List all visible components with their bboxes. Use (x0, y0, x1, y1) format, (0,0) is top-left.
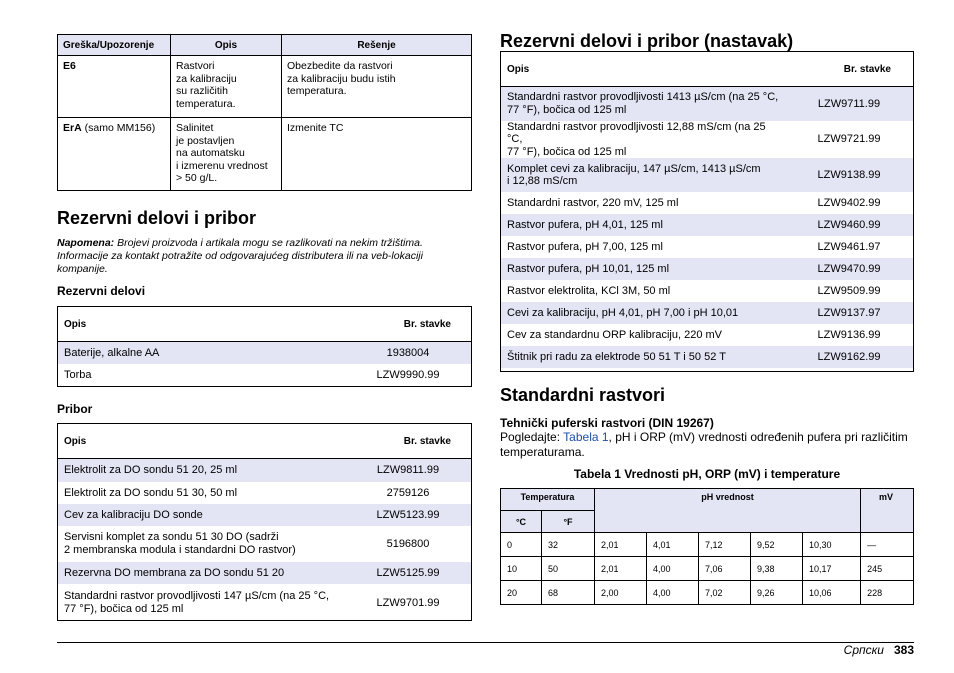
item-desc: Elektrolit za DO sondu 51 20, 25 ml (58, 459, 345, 482)
item-number: LZW9402.99 (817, 197, 881, 209)
item-desc: Elektrolit za DO sondu 51 30, 50 ml (64, 486, 238, 499)
table-row (501, 533, 914, 557)
item-number: LZW9136.99 (817, 329, 881, 341)
item-desc: Standardni rastvor provodljivosti 1413 µS/cm (na 25 °C, 77 °F), bočica od 125 ml (501, 87, 785, 121)
col-header-fahrenheit: °F (542, 511, 595, 533)
cell-ph: 9,26 (751, 581, 803, 605)
cell-ph: 10,06 (803, 581, 861, 605)
col-header-celsius: °C (501, 511, 542, 533)
item-number: LZW9811.99 (345, 459, 471, 482)
cell-ph: 7,02 (699, 581, 751, 605)
parts-heading: Rezervni delovi (57, 284, 146, 298)
accessories-table (58, 424, 471, 622)
col-header-desc: Opis (501, 52, 785, 87)
item-desc: Komplet cevi za kalibraciju, 147 µS/cm, 1413 µS/cm i 12,88 mS/cm (501, 158, 785, 192)
error-desc-cell: Salinitet je postavljen na automatsku i izmerenu vrednost > 50 g/L. (171, 118, 282, 191)
item-number: LZW5125.99 (345, 562, 471, 584)
table-row (58, 482, 471, 504)
cell-fahrenheit: 68 (542, 581, 595, 605)
parts-table (58, 307, 471, 386)
table-row (58, 364, 471, 386)
continued-table-frame (500, 51, 914, 372)
cell-celsius: 10 (501, 557, 542, 581)
footer-language: Српски (843, 643, 884, 657)
error-fix-cell: Izmenite TC (282, 118, 472, 191)
col-header-item: Br. stavke (785, 52, 913, 87)
standards-subheading: Tehnički puferski rastvori (DIN 19267) (500, 416, 714, 430)
error-code-cell: E6 (58, 56, 171, 118)
error-table (57, 34, 472, 191)
table-row (501, 121, 913, 159)
cell-fahrenheit: 32 (542, 533, 595, 557)
col-header-ph: pH vrednost (595, 489, 861, 533)
item-desc: Rastvor pufera, pH 7,00, 125 ml (507, 241, 663, 253)
cell-mv: 245 (861, 557, 914, 581)
section-title-continued: Rezervni delovi i pribor (nastavak) (500, 31, 794, 51)
item-number: LZW9711.99 (785, 87, 913, 121)
error-desc-cell: Rastvori za kalibraciju su različitih temperatura. (171, 56, 282, 118)
parts-table-frame (57, 306, 472, 387)
table-link[interactable]: Tabela 1 (563, 430, 609, 444)
item-number: LZW9137.97 (785, 302, 913, 324)
error-code-cell: ErA (samo MM156) (58, 118, 171, 191)
error-fix-cell: Obezbedite da rastvori za kalibraciju budu istih temperatura. (282, 56, 472, 118)
item-number: 2759126 (386, 486, 430, 499)
cell-ph: 2,01 (595, 533, 647, 557)
table-row (58, 459, 471, 482)
cell-mv: 228 (861, 581, 914, 605)
table-row (501, 324, 913, 346)
note-paragraph: Napomena: Brojevi proizvoda i artikala mogu se razlikovati na nekim tržištima. Informacije za kontakt potražite od odgovarajućeg distributera ili na veb-lokaciji kompanije. (57, 237, 423, 275)
page-footer (700, 643, 914, 657)
col-header-desc: Opis (171, 35, 282, 56)
table-row (501, 346, 913, 368)
item-desc: Rezervna DO membrana za DO sondu 51 20 (58, 562, 345, 584)
table-row (58, 504, 471, 526)
section-title-parts: Rezervni delovi i pribor (57, 208, 257, 228)
cell-ph: 9,52 (751, 533, 803, 557)
item-desc: Rastvor pufera, pH 10,01, 125 ml (501, 258, 785, 280)
item-number: LZW5123.99 (345, 504, 471, 526)
item-desc: Baterije, alkalne AA (58, 342, 345, 364)
table-row (501, 258, 913, 280)
standards-paragraph: Pogledajte: Tabela 1, pH i ORP (mV) vrednosti određenih pufera pri različitim temperaturama. (500, 430, 908, 459)
col-header-item: Br. stavke (345, 424, 471, 459)
accessories-table-frame (57, 423, 472, 621)
table-row (501, 214, 913, 236)
accessories-heading: Pribor (57, 402, 93, 416)
cell-mv: — (861, 533, 914, 557)
cell-celsius: 0 (501, 533, 542, 557)
col-header-temperature: Temperatura (501, 489, 595, 511)
col-header-error: Greška/Upozorenje (58, 35, 171, 56)
page-number: 383 (893, 643, 914, 657)
item-desc: Rastvor pufera, pH 4,01, 125 ml (501, 214, 785, 236)
item-desc: Cevi za kalibraciju, pH 4,01, pH 7,00 i pH 10,01 (501, 302, 785, 324)
error-table-header (58, 35, 472, 56)
item-number: LZW9461.97 (817, 241, 881, 253)
table-row (501, 158, 913, 192)
item-number: LZW9460.99 (785, 214, 913, 236)
continued-table-header (501, 52, 913, 87)
cell-ph: 4,01 (647, 533, 699, 557)
table-row (501, 87, 913, 121)
table-row (58, 562, 471, 584)
item-desc: Servisni komplet za sondu 51 30 DO (sadrži 2 membranska modula i standardni DO rastvor) (64, 531, 296, 556)
continued-table (501, 52, 913, 368)
item-desc: Standardni rastvor provodljivosti 12,88 mS/cm (na 25 °C, 77 °F), bočica od 125 ml (507, 120, 766, 158)
cell-fahrenheit: 50 (542, 557, 595, 581)
cell-ph: 4,00 (647, 581, 699, 605)
table-row (501, 302, 913, 324)
item-number: LZW9509.99 (817, 285, 881, 297)
col-header-desc: Opis (58, 307, 345, 342)
item-number: 1938004 (345, 342, 471, 364)
item-desc: Štitnik pri radu za elektrode 50 51 T i 50 52 T (501, 346, 785, 368)
table-row (58, 118, 472, 191)
col-header-desc: Opis (58, 424, 345, 459)
col-header-fix: Rešenje (282, 35, 472, 56)
table-row (501, 192, 913, 214)
item-desc: Torba (64, 368, 92, 381)
ph-table (500, 488, 914, 605)
item-number: LZW9721.99 (817, 133, 881, 146)
item-number: LZW9138.99 (785, 158, 913, 192)
table-row (58, 56, 472, 118)
parts-table-header (58, 307, 471, 342)
table-row (58, 584, 471, 622)
table-row (58, 526, 471, 562)
item-number: LZW9701.99 (376, 596, 440, 609)
table-row (501, 236, 913, 258)
table-row (58, 342, 471, 364)
cell-ph: 4,00 (647, 557, 699, 581)
item-desc: Standardni rastvor provodljivosti 147 µS/cm (na 25 °C, 77 °F), bočica od 125 ml (64, 590, 330, 615)
cell-ph: 10,30 (803, 533, 861, 557)
table-caption: Tabela 1 Vrednosti pH, ORP (mV) i temperature (573, 467, 841, 481)
item-desc: Rastvor elektrolita, KCl 3M, 50 ml (507, 285, 671, 297)
table-row (501, 581, 914, 605)
section-title-standards: Standardni rastvori (500, 385, 666, 405)
item-number: LZW9470.99 (785, 258, 913, 280)
cell-ph: 7,12 (699, 533, 751, 557)
item-number: 5196800 (386, 537, 430, 550)
col-header-item: Br. stavke (345, 307, 471, 342)
cell-ph: 9,38 (751, 557, 803, 581)
ph-table-header (501, 489, 914, 511)
item-number: LZW9162.99 (785, 346, 913, 368)
table-row (501, 280, 913, 302)
cell-ph: 10,17 (803, 557, 861, 581)
item-desc: Cev za kalibraciju DO sonde (58, 504, 345, 526)
accessories-table-header (58, 424, 471, 459)
cell-ph: 2,01 (595, 557, 647, 581)
item-number: LZW9990.99 (376, 368, 440, 381)
cell-ph: 2,00 (595, 581, 647, 605)
item-desc: Standardni rastvor, 220 mV, 125 ml (507, 197, 679, 209)
cell-ph: 7,06 (699, 557, 751, 581)
col-header-mv: mV (861, 489, 914, 533)
table-row (501, 557, 914, 581)
cell-celsius: 20 (501, 581, 542, 605)
item-desc: Cev za standardnu ORP kalibraciju, 220 mV (507, 329, 723, 341)
